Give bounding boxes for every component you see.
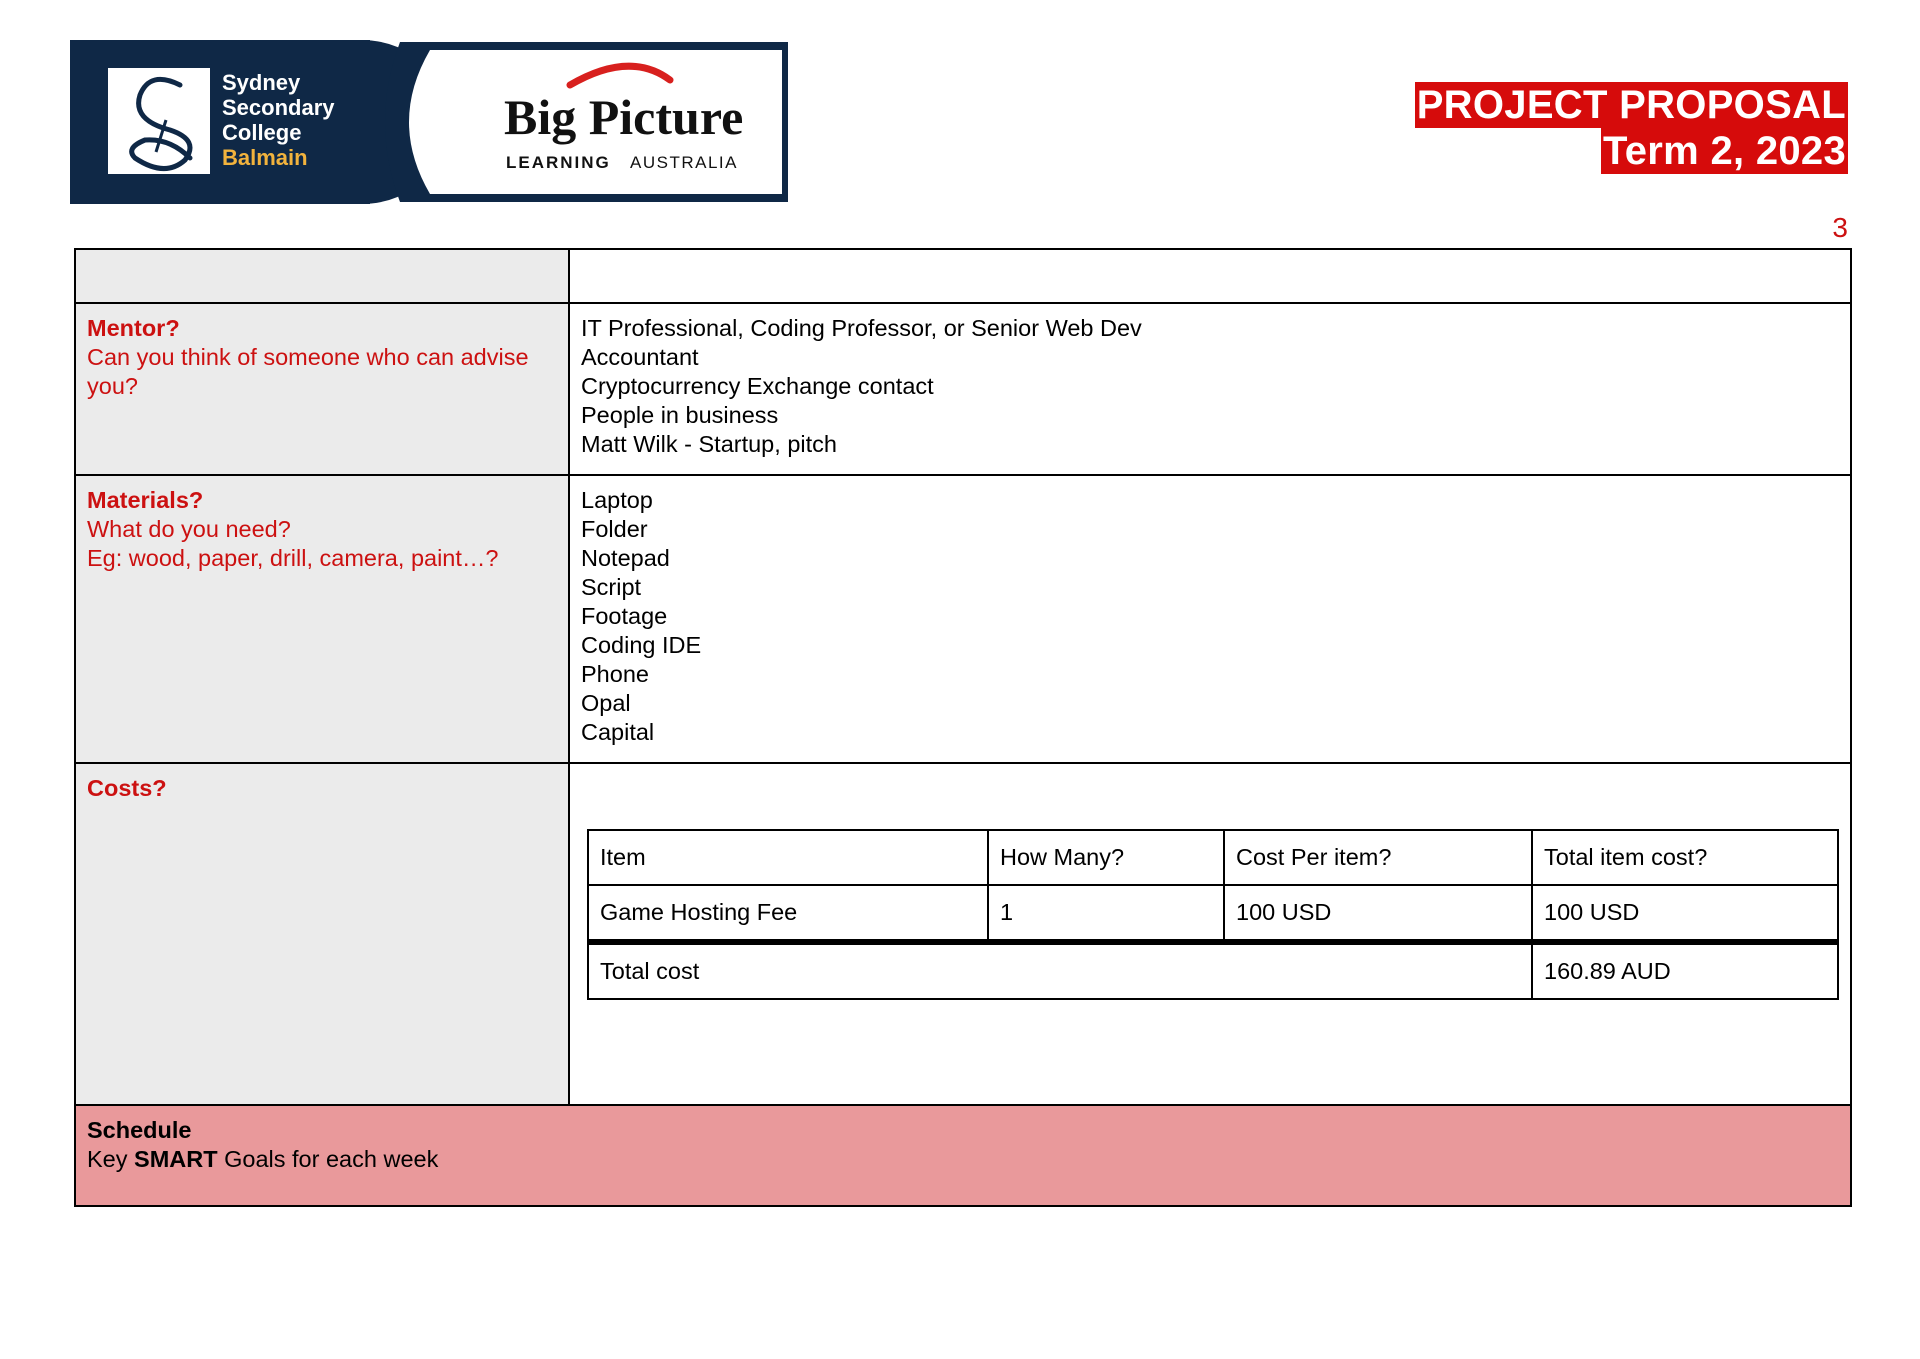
school-name-line-1: Sydney [222, 70, 301, 95]
material-item: Phone [581, 661, 649, 687]
costs-header-row [588, 830, 1838, 885]
mentor-answer: Accountant [581, 344, 699, 370]
mentor-answer-cell [569, 303, 1851, 475]
costs-total-row [588, 942, 1838, 999]
material-item: Coding IDE [581, 632, 702, 658]
schedule-suffix: Goals for each week [217, 1146, 439, 1172]
costs-header-cell: How Many? [988, 830, 1224, 885]
page-number: 3 [1832, 212, 1848, 243]
materials-example: Eg: wood, paper, drill, camera, paint…? [87, 545, 499, 571]
costs-cell: 1 [988, 885, 1224, 942]
material-item: Notepad [581, 545, 670, 571]
schedule-cell [75, 1105, 1851, 1206]
schedule-smart: SMART [134, 1146, 218, 1172]
schedule-subtitle [87, 1145, 1839, 1174]
material-item: Footage [581, 603, 668, 629]
costs-cell: Game Hosting Fee [588, 885, 988, 942]
total-cost-label: Total cost [588, 942, 1532, 999]
mentor-row [75, 303, 1851, 475]
proposal-table [74, 248, 1852, 1207]
costs-table [587, 829, 1839, 1000]
costs-row [75, 763, 1851, 1105]
material-item: Folder [581, 516, 648, 542]
mentor-answer: Matt Wilk - Startup, pitch [581, 431, 837, 457]
costs-label-cell [75, 763, 569, 1105]
blank-label-cell [75, 249, 569, 303]
costs-header-cell: Item [588, 830, 988, 885]
schedule-prefix: Key [87, 1146, 135, 1172]
schedule-title: Schedule [87, 1117, 192, 1143]
title-line-2: Term 2, 2023 [1602, 129, 1846, 173]
blank-answer-cell [569, 249, 1851, 303]
mentor-answer: Cryptocurrency Exchange contact [581, 373, 934, 399]
mentor-answer: People in business [581, 402, 779, 428]
school-name-line-2: Secondary [222, 95, 335, 120]
schedule-row [75, 1105, 1851, 1206]
materials-title: Materials? [87, 487, 204, 513]
materials-subtitle: What do you need? [87, 516, 291, 542]
partner-tagline-bold: LEARNING [506, 153, 611, 172]
costs-header-cell: Cost Per item? [1224, 830, 1532, 885]
partner-tagline: AUSTRALIA [630, 153, 738, 172]
materials-row [75, 475, 1851, 763]
material-item: Laptop [581, 487, 653, 513]
costs-cell: 100 USD [1224, 885, 1532, 942]
costs-item-row [588, 885, 1838, 942]
school-partner-logo [70, 40, 794, 204]
costs-title: Costs? [87, 775, 167, 801]
mentor-label-cell [75, 303, 569, 475]
material-item: Script [581, 574, 642, 600]
mentor-title: Mentor? [87, 315, 180, 341]
costs-answer-cell [569, 763, 1851, 1105]
partner-name: Big Picture [504, 89, 744, 145]
mentor-answer: IT Professional, Coding Professor, or Senior Web Dev [581, 315, 1142, 341]
blank-row [75, 249, 1851, 303]
mentor-subtitle: Can you think of someone who can advise you? [87, 344, 529, 399]
total-cost-value: 160.89 AUD [1532, 942, 1838, 999]
materials-answer-cell [569, 475, 1851, 763]
document-title [1415, 82, 1848, 174]
costs-cell: 100 USD [1532, 885, 1838, 942]
school-campus: Balmain [222, 145, 308, 170]
material-item: Capital [581, 719, 655, 745]
material-item: Opal [581, 690, 631, 716]
title-line-1: PROJECT PROPOSAL [1416, 83, 1846, 127]
costs-header-cell: Total item cost? [1532, 830, 1838, 885]
school-name-line-3: College [222, 120, 302, 145]
materials-label-cell [75, 475, 569, 763]
